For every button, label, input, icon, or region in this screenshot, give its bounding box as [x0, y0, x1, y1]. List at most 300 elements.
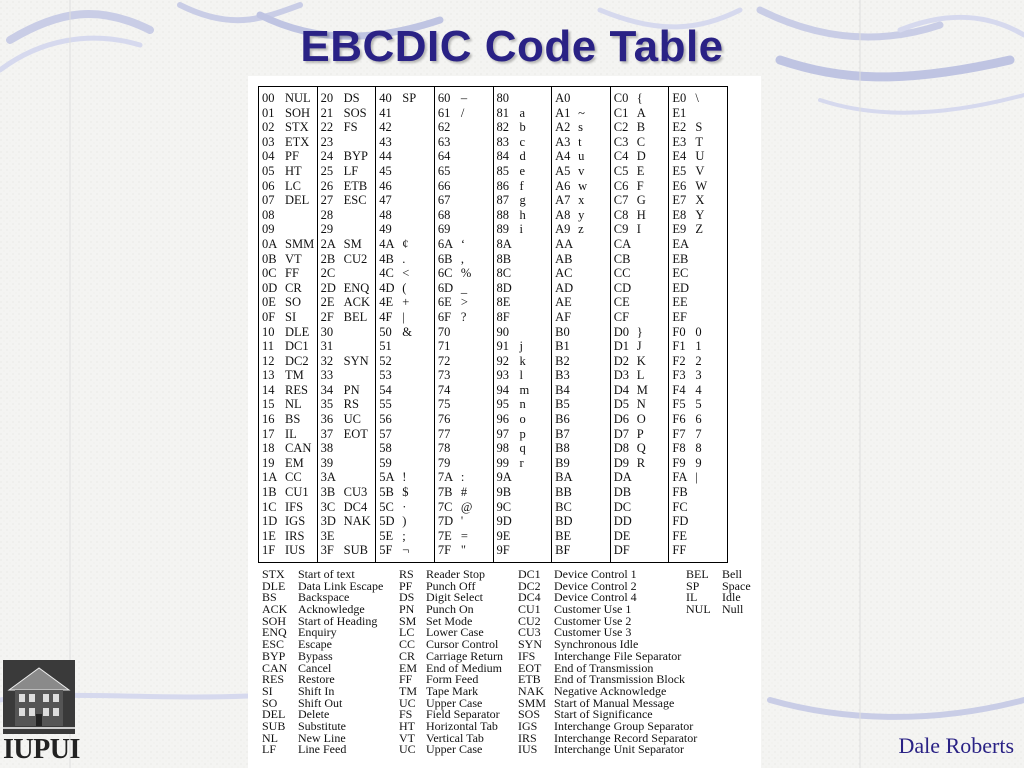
- code-cell: [318, 514, 376, 529]
- hex-code: 40: [379, 91, 392, 105]
- hex-code: 46: [379, 178, 392, 193]
- hex-code: 4B: [379, 251, 394, 266]
- char-value: SMM: [285, 236, 315, 251]
- hex-code: 7D: [437, 514, 454, 529]
- char-value: UC: [343, 412, 361, 427]
- hex-code: 07: [262, 193, 275, 208]
- hex-code: F0: [672, 324, 686, 339]
- code-cell: [259, 354, 317, 369]
- code-cell: [669, 266, 727, 281]
- hex-code: E6: [672, 178, 687, 193]
- code-column: [318, 87, 377, 562]
- code-cell: [669, 310, 727, 325]
- hex-code: 09: [262, 222, 275, 237]
- hex-code: 57: [379, 426, 392, 441]
- hex-code: 7C: [437, 499, 453, 514]
- hex-code: 71: [437, 339, 451, 354]
- code-cell: [611, 208, 669, 223]
- code-cell: [318, 456, 376, 471]
- abbreviation-meaning: Data Link Escape: [298, 578, 384, 593]
- char-value: |: [695, 470, 698, 485]
- abbreviation-meaning: Set Mode: [426, 613, 473, 628]
- code-cell: [376, 281, 434, 296]
- code-cell: [552, 237, 610, 252]
- char-value: z: [578, 222, 584, 237]
- hex-code: 2C: [320, 266, 336, 281]
- char-value: x: [578, 193, 585, 208]
- hex-code: 10: [262, 324, 275, 339]
- abbreviation: BS: [262, 590, 277, 605]
- code-cell: [494, 441, 552, 456]
- hex-code: DF: [613, 543, 630, 558]
- code-cell: [376, 91, 434, 106]
- code-cell: [376, 485, 434, 500]
- code-cell: [611, 412, 669, 427]
- code-cell: [552, 383, 610, 398]
- code-cell: [494, 397, 552, 412]
- abbreviation: CU1: [518, 602, 541, 617]
- legend-entry: [262, 674, 412, 686]
- code-cell: [435, 237, 493, 252]
- code-cell: [494, 237, 552, 252]
- hex-code: 48: [379, 207, 392, 222]
- char-value: LC: [285, 178, 301, 193]
- code-cell: [669, 514, 727, 529]
- hex-code: D8: [613, 441, 630, 456]
- hex-code: 20: [320, 91, 334, 105]
- code-cell: [318, 237, 376, 252]
- code-cell: [552, 252, 610, 267]
- abbreviation-meaning: Start of Significance: [554, 707, 653, 722]
- code-cell: [318, 208, 376, 223]
- code-cell: [611, 295, 669, 310]
- char-value: 8: [695, 441, 702, 456]
- char-value: CAN: [285, 441, 312, 456]
- abbreviation-meaning: Start of Manual Message: [554, 695, 675, 710]
- code-cell: [259, 266, 317, 281]
- code-cell: [435, 500, 493, 515]
- hex-code: 4C: [379, 266, 394, 281]
- char-value: ACK: [343, 295, 371, 310]
- code-cell: [435, 485, 493, 500]
- char-value: &: [402, 324, 412, 339]
- code-cell: [611, 135, 669, 150]
- abbreviation-meaning: Interchange Group Separator: [554, 718, 694, 733]
- code-cell: [611, 514, 669, 529]
- code-cell: [259, 441, 317, 456]
- char-value: IRS: [285, 528, 305, 543]
- code-column: [259, 87, 318, 562]
- code-cell: [376, 412, 434, 427]
- code-cell: [376, 135, 434, 150]
- code-cell: [669, 325, 727, 340]
- hex-code: CC: [613, 266, 631, 281]
- hex-code: F3: [672, 368, 686, 383]
- char-value: VT: [285, 251, 302, 266]
- hex-code: 5C: [379, 499, 394, 514]
- hex-code: CA: [613, 236, 632, 251]
- hex-code: D9: [613, 455, 630, 470]
- hex-code: D6: [613, 412, 630, 427]
- code-cell: [376, 456, 434, 471]
- abbreviation-meaning: Interchange Record Separator: [554, 730, 698, 745]
- hex-code: F7: [672, 426, 686, 441]
- code-cell: [494, 427, 552, 442]
- char-value: N: [636, 397, 646, 412]
- code-cell: [435, 310, 493, 325]
- hex-code: FF: [672, 543, 687, 558]
- code-cell: [435, 529, 493, 544]
- code-cell: [611, 500, 669, 515]
- hex-code: 05: [262, 163, 275, 178]
- abbreviation: LF: [262, 742, 277, 757]
- hex-code: 50: [379, 324, 392, 339]
- hex-code: 8D: [496, 280, 512, 295]
- abbreviation: IL: [686, 590, 698, 605]
- author-name: Dale Roberts: [898, 733, 1014, 758]
- char-value: d: [519, 149, 526, 164]
- abbreviation-meaning: Idle: [722, 590, 741, 605]
- hex-code: 4A: [379, 236, 395, 251]
- hex-code: 44: [379, 149, 392, 164]
- char-value: BS: [285, 412, 301, 427]
- char-value: w: [578, 178, 588, 193]
- code-cell: [435, 354, 493, 369]
- code-cell: [669, 427, 727, 442]
- hex-code: 1F: [262, 543, 276, 558]
- char-value: 9: [695, 455, 702, 470]
- code-cell: [318, 368, 376, 383]
- hex-code: CB: [613, 251, 631, 266]
- code-cell: [259, 164, 317, 179]
- hex-code: 28: [320, 207, 334, 222]
- code-cell: [435, 222, 493, 237]
- char-value: HT: [285, 163, 302, 178]
- hex-code: 2E: [320, 295, 335, 310]
- hex-code: 49: [379, 222, 392, 237]
- hex-code: D4: [613, 382, 630, 397]
- code-cell: [318, 325, 376, 340]
- code-column: [435, 87, 494, 562]
- abbreviation: VT: [399, 730, 415, 745]
- code-cell: [376, 470, 434, 485]
- hex-code: 86: [496, 178, 509, 193]
- hex-code: 67: [437, 193, 451, 208]
- char-value: g: [519, 193, 526, 208]
- char-value: J: [636, 339, 642, 354]
- char-value: DS: [343, 91, 360, 105]
- code-cell: [494, 514, 552, 529]
- hex-code: 94: [496, 382, 509, 397]
- abbreviation-meaning: Start of Heading: [298, 613, 378, 628]
- hex-code: 90: [496, 324, 509, 339]
- code-cell: [494, 266, 552, 281]
- hex-code: 79: [437, 455, 451, 470]
- code-cell: [435, 149, 493, 164]
- code-cell: [376, 325, 434, 340]
- hex-code: 6C: [437, 266, 453, 281]
- char-value: K: [636, 353, 646, 368]
- char-value: a: [519, 105, 526, 120]
- hex-code: 02: [262, 120, 275, 135]
- char-value: ·: [402, 499, 407, 514]
- code-cell: [318, 135, 376, 150]
- code-cell: [611, 193, 669, 208]
- hex-code: 0C: [262, 266, 277, 281]
- code-cell: [669, 179, 727, 194]
- char-value: DEL: [285, 193, 310, 208]
- code-cell: [259, 120, 317, 135]
- hex-code: C7: [613, 193, 629, 208]
- abbreviation-meaning: Punch Off: [426, 578, 476, 593]
- hex-code: DA: [613, 470, 632, 485]
- char-value: FS: [343, 120, 358, 135]
- hex-code: 45: [379, 163, 392, 178]
- code-column: [494, 87, 553, 562]
- hex-code: 77: [437, 426, 451, 441]
- char-value: p: [519, 426, 526, 441]
- code-cell: [494, 179, 552, 194]
- char-value: \: [695, 91, 699, 105]
- char-value: k: [519, 353, 526, 368]
- hex-code: 9D: [496, 514, 512, 529]
- code-cell: [669, 149, 727, 164]
- code-cell: [611, 179, 669, 194]
- hex-code: 54: [379, 382, 392, 397]
- hex-code: 1E: [262, 528, 276, 543]
- hex-code: 6D: [437, 280, 454, 295]
- char-value: D: [636, 149, 646, 164]
- code-column: [376, 87, 435, 562]
- hex-code: 87: [496, 193, 509, 208]
- hex-code: 93: [496, 368, 509, 383]
- hex-code: 98: [496, 441, 509, 456]
- hex-code: A3: [555, 134, 571, 149]
- code-cell: [669, 456, 727, 471]
- code-cell: [494, 354, 552, 369]
- hex-code: 22: [320, 120, 334, 135]
- code-cell: [552, 514, 610, 529]
- hex-code: F8: [672, 441, 686, 456]
- hex-code: 70: [437, 324, 451, 339]
- code-cell: [376, 266, 434, 281]
- hex-code: 21: [320, 105, 334, 120]
- code-cell: [318, 281, 376, 296]
- code-cell: [318, 164, 376, 179]
- hex-code: 37: [320, 426, 334, 441]
- char-value: SI: [285, 309, 297, 324]
- abbreviation-meaning: Device Control 4: [554, 590, 637, 605]
- hex-code: 8E: [496, 295, 511, 310]
- code-cell: [435, 208, 493, 223]
- char-value: DC4: [343, 499, 368, 514]
- hex-code: 0B: [262, 251, 277, 266]
- legend-column: [686, 569, 836, 616]
- abbreviation-meaning: Shift Out: [298, 695, 343, 710]
- hex-code: CD: [613, 280, 632, 295]
- char-value: .: [402, 251, 406, 266]
- hex-code: EC: [672, 266, 689, 281]
- abbreviation: ACK: [262, 602, 288, 617]
- code-cell: [435, 106, 493, 121]
- hex-code: AD: [555, 280, 574, 295]
- abbreviation-meaning: Customer Use 1: [554, 602, 632, 617]
- char-value: :: [460, 470, 465, 485]
- hex-code: 83: [496, 134, 509, 149]
- hex-code: 73: [437, 368, 451, 383]
- code-cell: [552, 485, 610, 500]
- code-cell: [494, 106, 552, 121]
- hex-code: BD: [555, 514, 573, 529]
- hex-code: 99: [496, 455, 509, 470]
- hex-code: 68: [437, 207, 451, 222]
- hex-code: 72: [437, 353, 451, 368]
- char-value: CC: [285, 470, 302, 485]
- hex-code: BA: [555, 470, 573, 485]
- char-value: V: [695, 163, 705, 178]
- hex-code: A2: [555, 120, 571, 135]
- abbreviation-meaning: Bell: [722, 567, 742, 581]
- char-value: ‘: [460, 236, 466, 251]
- code-cell: [611, 120, 669, 135]
- code-cell: [669, 222, 727, 237]
- hex-code: 88: [496, 207, 509, 222]
- hex-code: D3: [613, 368, 630, 383]
- char-value: W: [695, 178, 708, 193]
- hex-code: 3D: [320, 514, 336, 529]
- abbreviation: DC2: [518, 578, 541, 593]
- code-cell: [435, 383, 493, 398]
- code-cell: [376, 120, 434, 135]
- code-cell: [552, 543, 610, 558]
- code-cell: [259, 500, 317, 515]
- code-cell: [376, 149, 434, 164]
- abbreviation: UC: [399, 742, 416, 757]
- code-cell: [611, 237, 669, 252]
- hex-code: 14: [262, 382, 275, 397]
- hex-code: 80: [496, 91, 509, 105]
- hex-code: B4: [555, 382, 570, 397]
- code-cell: [376, 543, 434, 558]
- char-value: |: [402, 309, 405, 324]
- hex-code: C2: [613, 120, 629, 135]
- abbreviation-meaning: Enquiry: [298, 625, 337, 640]
- code-cell: [435, 368, 493, 383]
- hex-code: 03: [262, 134, 275, 149]
- hex-code: 31: [320, 339, 334, 354]
- code-cell: [259, 397, 317, 412]
- hex-code: EF: [672, 309, 687, 324]
- code-cell: [611, 281, 669, 296]
- abbreviation: ENQ: [262, 625, 287, 640]
- code-cell: [435, 456, 493, 471]
- char-value: SYN: [343, 353, 369, 368]
- abbreviation-meaning: Customer Use 3: [554, 625, 632, 640]
- hex-code: E3: [672, 134, 687, 149]
- code-cell: [318, 412, 376, 427]
- hex-code: 89: [496, 222, 509, 237]
- hex-code: 5B: [379, 485, 394, 500]
- code-cell: [494, 222, 552, 237]
- char-value: X: [695, 193, 705, 208]
- hex-code: 62: [437, 120, 451, 135]
- char-value: IFS: [285, 499, 304, 514]
- char-value: RS: [343, 397, 359, 412]
- code-cell: [318, 193, 376, 208]
- abbreviation-meaning: Cursor Control: [426, 637, 499, 652]
- code-cell: [435, 91, 493, 106]
- char-value: T: [695, 134, 704, 149]
- char-value: IL: [285, 426, 297, 441]
- hex-code: F1: [672, 339, 686, 354]
- code-cell: [494, 470, 552, 485]
- code-cell: [318, 266, 376, 281]
- code-cell: [494, 456, 552, 471]
- char-value: RES: [285, 382, 308, 397]
- abbreviation: ESC: [262, 637, 285, 652]
- code-cell: [552, 120, 610, 135]
- hex-code: FC: [672, 499, 688, 514]
- code-cell: [669, 339, 727, 354]
- char-value: DC1: [285, 339, 309, 354]
- hex-code: F6: [672, 412, 686, 427]
- code-cell: [376, 383, 434, 398]
- abbreviation-meaning: New Line: [298, 730, 346, 745]
- code-cell: [494, 485, 552, 500]
- code-cell: [494, 543, 552, 558]
- abbreviation-meaning: Delete: [298, 707, 330, 722]
- char-value: SP: [402, 91, 417, 105]
- code-cell: [611, 149, 669, 164]
- code-cell: [494, 252, 552, 267]
- hex-code: 5D: [379, 514, 395, 529]
- legend-entry: [686, 578, 836, 593]
- code-cell: [376, 179, 434, 194]
- hex-code: 35: [320, 397, 334, 412]
- code-column: [552, 87, 611, 562]
- code-cell: [669, 281, 727, 296]
- char-value: SUB: [343, 543, 368, 558]
- hex-code: 8C: [496, 266, 512, 281]
- code-cell: [611, 441, 669, 456]
- hex-code: 5A: [379, 470, 395, 485]
- abbreviation: NAK: [518, 683, 544, 698]
- code-cell: [552, 456, 610, 471]
- code-cell: [552, 281, 610, 296]
- char-value: EM: [285, 455, 304, 470]
- code-cell: [669, 106, 727, 121]
- hex-code: 33: [320, 368, 334, 383]
- code-cell: [552, 339, 610, 354]
- char-value: 3: [695, 368, 702, 383]
- code-cell: [318, 252, 376, 267]
- hex-code: 91: [496, 339, 509, 354]
- hex-code: 41: [379, 105, 392, 120]
- char-value: c: [519, 134, 526, 149]
- code-cell: [376, 252, 434, 267]
- hex-code: BF: [555, 543, 571, 558]
- hex-code: 69: [437, 222, 451, 237]
- abbreviation: DC4: [518, 590, 541, 605]
- char-value: FF: [285, 266, 299, 281]
- abbreviation-meaning: Device Control 2: [554, 578, 637, 593]
- hex-code: ED: [672, 280, 690, 295]
- char-value: O: [636, 412, 646, 427]
- code-cell: [552, 529, 610, 544]
- abbreviation-meaning: Backspace: [298, 590, 350, 605]
- hex-code: F5: [672, 397, 686, 412]
- abbreviation-meaning: Digit Select: [426, 590, 483, 605]
